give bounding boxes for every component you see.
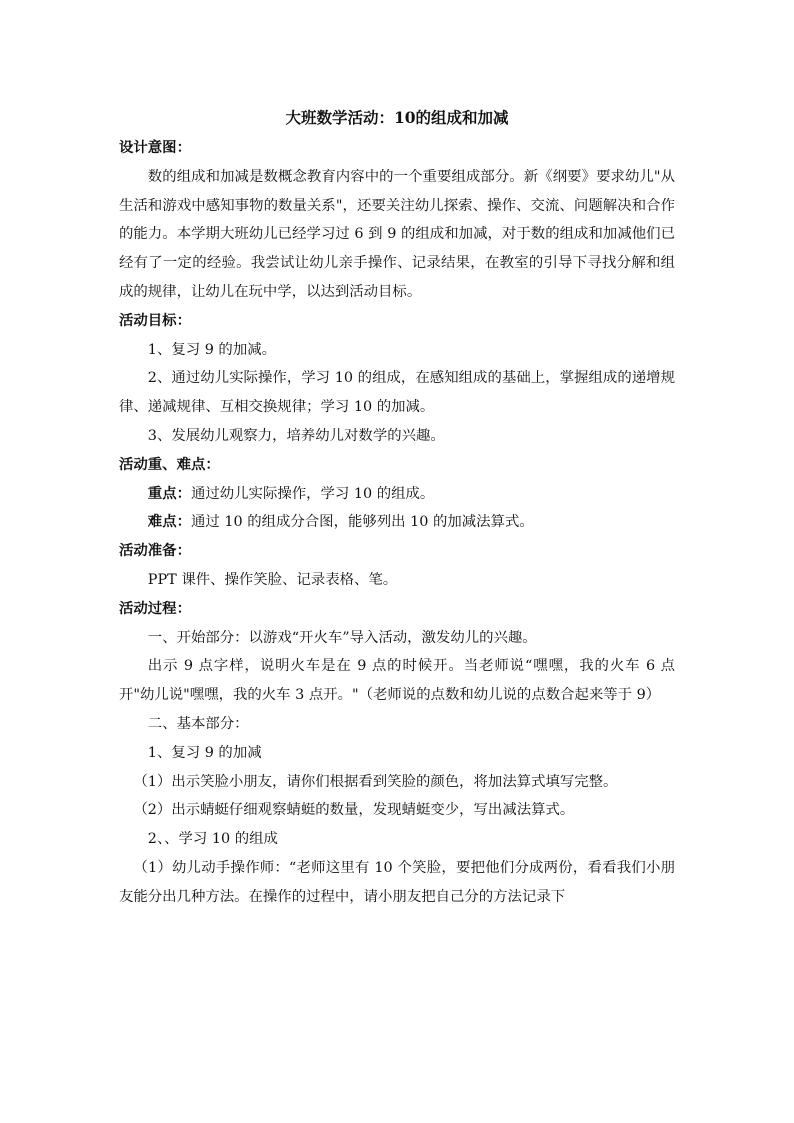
process-step1-sub2: （2）出示蜻蜓仔细观察蜻蜓的数量，发现蜻蜓变少，写出减法算式。	[133, 802, 575, 819]
process-part2-title: 二、基本部分：	[147, 715, 249, 732]
key-point-label: 重点：	[147, 484, 191, 502]
goal-item-1: 1、复习 9 的加减。	[147, 341, 276, 358]
key-point-text: 通过幼儿实际操作，学习 10 的组成。	[190, 485, 435, 502]
key-points-heading: 活动重、难点：	[119, 455, 220, 473]
process-heading: 活动过程：	[119, 599, 191, 617]
process-step2-title: 2、、学习 10 的组成	[147, 831, 278, 848]
process-step1-title: 1、复习 9 的加减	[147, 744, 262, 761]
design-intent-heading: 设计意图：	[119, 139, 191, 156]
document-content	[119, 104, 675, 912]
document-title: 大班数学活动：10的组成和加减	[285, 108, 509, 127]
process-part1-text: 出示 9 点字样，说明火车是在 9 点的时候开。当老师说“嘿嘿，我的火车 6 点开"幼儿说"嘿嘿，我的火车 3 点开。"（老师说的点数和幼儿说的点数合起来等于 9）	[119, 658, 675, 704]
key-point-line	[119, 480, 675, 509]
difficult-point-text: 通过 10 的组成分合图，能够列出 10 的加减法算式。	[190, 514, 534, 531]
difficult-point-line	[119, 508, 675, 537]
preparation-text: PPT 课件、操作笑脸、记录表格、笔。	[147, 571, 398, 588]
design-intent-paragraph: 数的组成和加减是数概念教育内容中的一个重要组成部分。新《纲要》要求幼儿"从生活和游戏中感知事物的数量关系"，还要关注幼儿探索、操作、交流、问题解决和合作的能力。本学期大班幼儿已经学习过 6 到 9 的组成和加减，对于数的组成和加减他们已经有了一定的经验。我尝试让幼儿亲手操作、记录结果，在教室的引导下寻找分解和组成的规律，让幼儿在玩中学，以达到活动目标。	[119, 168, 675, 300]
difficult-point-label: 难点：	[147, 513, 191, 531]
process-part1-title: 一、开始部分：以游戏“开火车”导入活动，激发幼儿的兴趣。	[147, 629, 537, 646]
goal-item-2: 2、通过幼儿实际操作，学习 10 的组成，在感知组成的基础上，掌握组成的递增规律、递减规律、互相交换规律；学习 10 的加减。	[119, 370, 675, 416]
goals-heading: 活动目标：	[119, 311, 191, 329]
goal-item-3: 3、发展幼儿观察力，培养幼儿对数学的兴趣。	[147, 427, 445, 444]
process-step2-sub1: （1）幼儿动手操作师：“老师这里有 10 个笑脸，要把他们分成两份，看看我们小朋友能分出几种方法。在操作的过程中，请小朋友把自己分的方法记录下	[119, 859, 675, 905]
process-step1-sub1: （1）出示笑脸小朋友，请你们根据看到笑脸的颜色，将加法算式填写完整。	[133, 773, 618, 790]
preparation-heading: 活动准备：	[119, 542, 191, 560]
